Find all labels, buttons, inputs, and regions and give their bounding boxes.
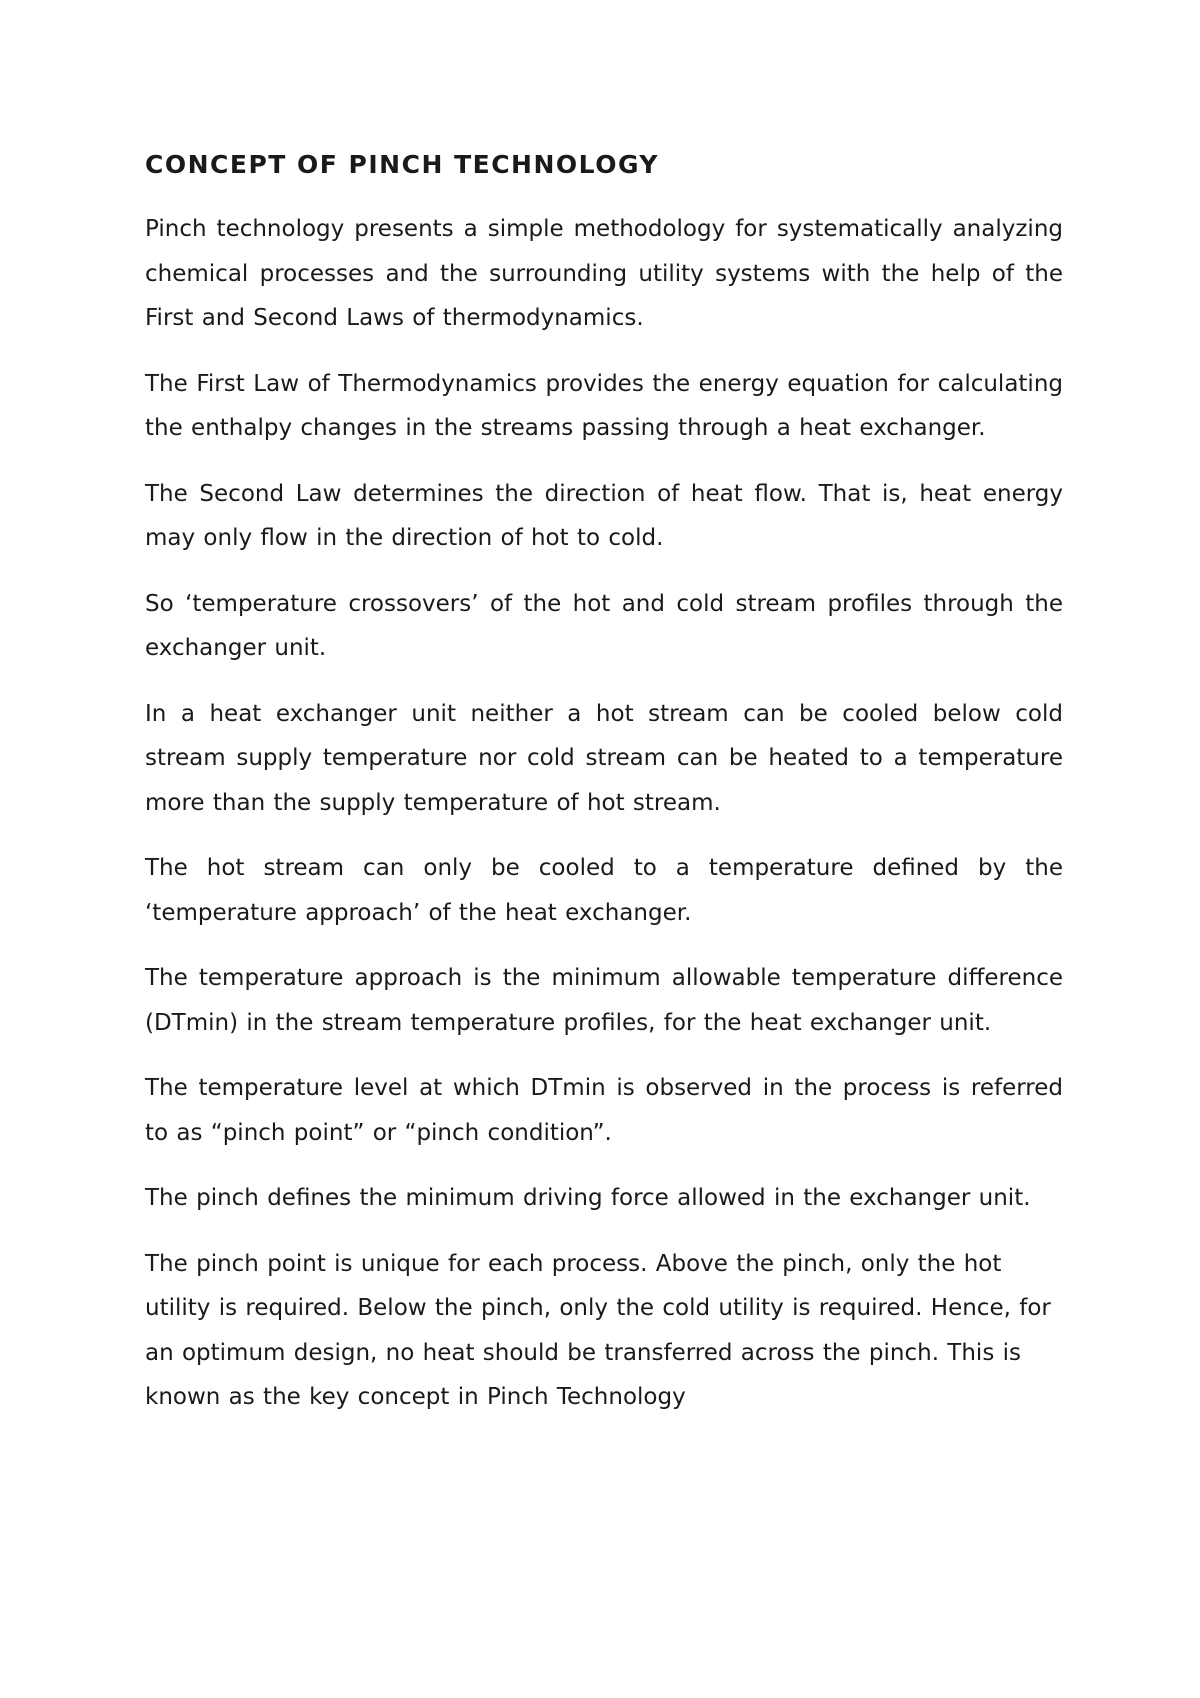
paragraph-temperature-approach: The temperature approach is the minimum allowable temperature difference (DTmin) in the stream temperature profiles, for the heat exchanger unit. (145, 965, 1063, 1036)
paragraph-key-concept: The pinch point is unique for each process. Above the pinch, only the hot utility is required. Below the pinch, only the cold utility is required. Hence, for an optimum design, no heat should be transferred across the pinch. This is known as the key concept in Pinch Technology (145, 1250, 1051, 1410)
paragraph-first-law: The First Law of Thermodynamics provides the energy equation for calculating the enthalpy changes in the streams passing through a heat exchanger. (145, 370, 1063, 441)
paragraph-pinch-point-definition: The temperature level at which DTmin is observed in the process is referred to as “pinch point” or “pinch condition”. (145, 1075, 1063, 1146)
paragraph-pinch-technology-intro: Pinch technology presents a simple methodology for systematically analyzing chemical processes and the surrounding utility systems with the help of the First and Second Laws of thermodynamics. (145, 216, 1063, 331)
paragraph-hot-stream-cooling: The hot stream can only be cooled to a temperature defined by the ‘temperature approach’ of the heat exchanger. (145, 855, 1063, 926)
paragraph-temperature-crossovers: So ‘temperature crossovers’ of the hot and cold stream profiles through the exchanger unit. (145, 590, 1063, 661)
document-title: CONCEPT OF PINCH TECHNOLOGY (145, 150, 660, 179)
document-page (145, 145, 1063, 1441)
paragraph-second-law: The Second Law determines the direction of heat flow. That is, heat energy may only flow in the direction of hot to cold. (145, 480, 1063, 551)
paragraph-minimum-driving-force: The pinch defines the minimum driving force allowed in the exchanger unit. (145, 1185, 1031, 1211)
paragraph-heat-exchanger-limits: In a heat exchanger unit neither a hot stream can be cooled below cold stream supply temperature nor cold stream can be heated to a temperature more than the supply temperature of hot stream. (145, 700, 1063, 816)
